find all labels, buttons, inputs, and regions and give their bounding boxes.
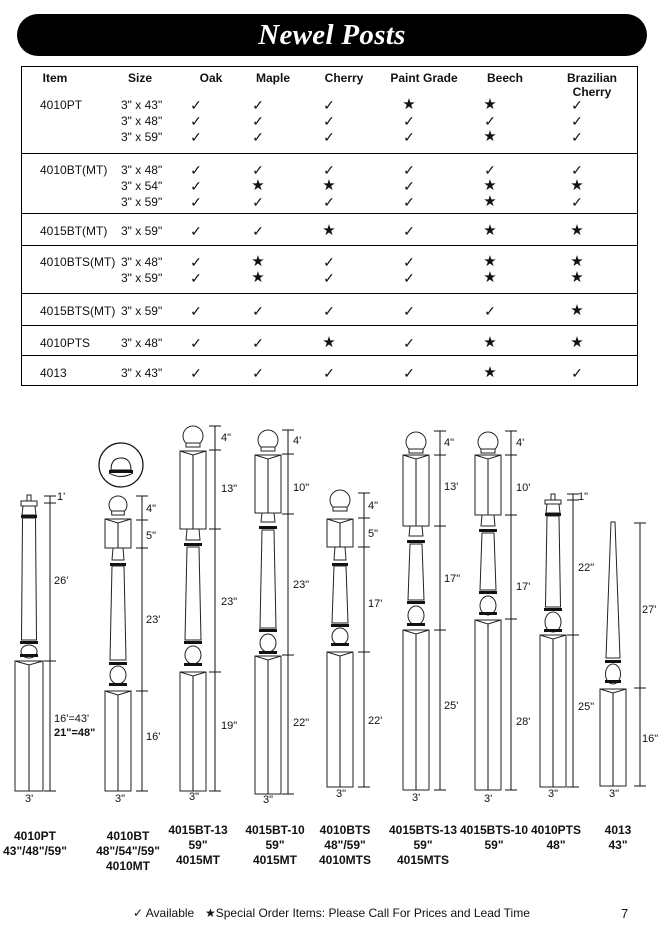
size-cell: 3" x 48" <box>121 336 163 350</box>
table-group <box>22 89 637 153</box>
dim-label: 23" <box>293 579 310 591</box>
finial-collar <box>333 507 347 511</box>
dim-label: 4" <box>444 437 455 449</box>
special-order-icon: ★ <box>483 222 497 239</box>
item-code: 4010BTS(MT) <box>40 255 116 269</box>
post-caption <box>300 823 390 868</box>
dim-label: 25" <box>578 701 595 713</box>
special-order-icon: ★ <box>251 269 265 286</box>
size-cell: 3" x 43" <box>121 366 163 380</box>
dim-label: 4" <box>368 500 379 512</box>
shaft <box>408 544 424 600</box>
col-size: Size <box>127 71 152 85</box>
available-check-icon: ✓ <box>403 129 415 145</box>
table-row <box>22 335 637 351</box>
pin-top <box>551 494 555 500</box>
available-check-icon: ✓ <box>323 162 335 178</box>
table-row <box>22 223 637 239</box>
special-order-icon: ★ <box>570 269 584 286</box>
dim-label: 22" <box>293 717 310 729</box>
caption-line: 43"/48"/59" <box>3 844 67 858</box>
dim-label: 1' <box>57 491 66 503</box>
width-label: 3" <box>189 791 200 803</box>
turning-ring <box>479 529 497 532</box>
size-cell: 3" x 48" <box>121 163 163 177</box>
turning-ring <box>259 629 277 632</box>
dim-label: 17' <box>516 581 531 593</box>
size-cell: 3" x 59" <box>121 195 163 209</box>
item-code: 4010PTS <box>40 336 91 350</box>
turning-ring <box>20 654 38 657</box>
item-code: 4010BT(MT) <box>40 163 108 177</box>
turning-ring <box>331 643 349 646</box>
size-cell: 3" x 59" <box>121 304 163 318</box>
available-check-icon: ✓ <box>403 270 415 286</box>
col-cherry: Cherry <box>324 71 364 85</box>
available-check-icon: ✓ <box>252 335 264 351</box>
table-row <box>22 194 637 210</box>
dim-label: 22' <box>368 715 383 727</box>
shaft <box>260 530 276 628</box>
turning-ring <box>184 663 202 666</box>
table-group <box>22 293 637 325</box>
width-label: 3" <box>115 793 126 805</box>
available-check-icon: ✓ <box>252 129 264 145</box>
available-check-icon: ✓ <box>252 162 264 178</box>
legend-special: ★Special Order Items: Please Call For Prices and Lead Time <box>205 906 530 920</box>
special-order-icon: ★ <box>570 302 584 319</box>
available-check-icon: ✓ <box>403 162 415 178</box>
special-order-icon: ★ <box>251 253 265 270</box>
table-group <box>22 213 637 245</box>
page-title: Newel Posts <box>258 18 406 51</box>
dim-label: 5" <box>146 530 157 542</box>
item-code: 4015BTS(MT) <box>40 304 116 318</box>
special-order-icon: ★ <box>251 177 265 194</box>
available-check-icon: ✓ <box>571 113 583 129</box>
table-row <box>22 365 637 381</box>
size-cell: 3" x 59" <box>121 271 163 285</box>
dim-label: 16" <box>642 733 659 745</box>
shaft <box>332 566 348 623</box>
available-check-icon: ✓ <box>403 194 415 210</box>
table-row <box>22 254 637 270</box>
special-order-icon: ★ <box>483 269 497 286</box>
special-order-icon: ★ <box>570 222 584 239</box>
dim-label: 17" <box>444 573 461 585</box>
turning-ring <box>407 601 425 604</box>
dim-label: 5" <box>368 528 379 540</box>
caption-line: 4013 <box>604 823 632 837</box>
special-order-icon: ★ <box>570 253 584 270</box>
dim-label: 23' <box>146 614 161 626</box>
neck <box>112 548 124 560</box>
turned-vase <box>260 634 276 652</box>
col-oak: Oak <box>199 71 223 85</box>
caption-line: 4015MT <box>175 853 221 867</box>
neck <box>22 506 36 515</box>
table-row <box>22 162 637 178</box>
available-check-icon: ✓ <box>252 223 264 239</box>
size-cell: 3" x 54" <box>121 179 163 193</box>
page-number: 7 <box>621 906 629 921</box>
available-check-icon: ✓ <box>323 194 335 210</box>
shaft <box>22 518 37 640</box>
turning-ring <box>109 683 127 686</box>
col-paint-grade: Paint Grade <box>390 71 458 85</box>
turned-vase <box>185 646 201 664</box>
caption-line: 59" <box>188 838 208 852</box>
dim-label: 4" <box>221 432 232 444</box>
available-check-icon: ✓ <box>484 162 496 178</box>
turning-ring <box>605 660 621 663</box>
turning-ring <box>20 641 38 644</box>
caption-line: 4010MTS <box>318 853 372 867</box>
available-check-icon: ✓ <box>252 113 264 129</box>
dim-label: 27' <box>642 604 657 616</box>
available-check-icon: ✓ <box>190 303 202 319</box>
dim-label: 21"=48" <box>54 727 96 739</box>
dim-label: 1" <box>578 491 589 503</box>
caption-line: 4010BT <box>106 829 150 843</box>
available-check-icon: ✓ <box>190 254 202 270</box>
width-label: 3' <box>25 793 34 805</box>
available-check-icon: ✓ <box>571 97 583 113</box>
special-order-icon: ★ <box>322 222 336 239</box>
finial-collar <box>481 449 495 453</box>
caption-line: 59" <box>484 838 504 852</box>
available-check-icon: ✓ <box>190 162 202 178</box>
caption-line: 4010MT <box>105 859 151 873</box>
turning-ring <box>479 591 497 594</box>
table-group <box>22 355 637 386</box>
caption-line: 48"/59" <box>324 838 366 852</box>
dim-label: 10' <box>516 482 531 494</box>
caption-line: 43" <box>608 838 628 852</box>
mushroom-finial-detail <box>111 458 131 470</box>
special-order-icon: ★ <box>483 253 497 270</box>
dim-label: 17' <box>368 598 383 610</box>
available-check-icon: ✓ <box>403 178 415 194</box>
shaft <box>185 547 201 640</box>
post-caption <box>573 823 662 853</box>
dim-label: 25' <box>444 700 459 712</box>
caption-line: 4015BTS-10 <box>459 823 529 837</box>
available-check-icon: ✓ <box>190 365 202 381</box>
special-order-icon: ★ <box>483 96 497 113</box>
available-check-icon: ✓ <box>323 254 335 270</box>
dim-label: 23" <box>221 596 238 608</box>
turning-ring <box>544 629 562 632</box>
available-check-icon: ✓ <box>403 335 415 351</box>
cap-top <box>21 501 37 506</box>
dim-label: 13' <box>444 481 459 493</box>
caption-line: 48" <box>546 838 566 852</box>
table-row <box>22 97 637 113</box>
turning-ring <box>605 680 621 683</box>
available-check-icon: ✓ <box>252 97 264 113</box>
table-row <box>22 113 637 129</box>
caption-line: 48"/54"/59" <box>96 844 160 858</box>
dim-label: 4' <box>516 437 525 449</box>
turning-ring <box>407 540 425 543</box>
available-check-icon: ✓ <box>190 223 202 239</box>
dim-label: 19" <box>221 720 238 732</box>
shaft <box>480 533 496 590</box>
width-label: 3" <box>609 788 620 800</box>
available-check-icon: ✓ <box>323 270 335 286</box>
col-item: Item <box>42 71 68 85</box>
turning-ring <box>259 526 277 529</box>
finial-collar <box>112 511 125 515</box>
dim-label: 4" <box>146 503 157 515</box>
dim-label: 4' <box>293 435 302 447</box>
table-header <box>22 71 637 99</box>
caption-line: 4015BT-13 <box>168 823 228 837</box>
available-check-icon: ✓ <box>323 129 335 145</box>
caption-line: 4010BTS <box>319 823 371 837</box>
available-check-icon: ✓ <box>403 303 415 319</box>
table-row <box>22 303 637 319</box>
pin-top <box>27 495 31 501</box>
table-row <box>22 270 637 286</box>
available-check-icon: ✓ <box>571 365 583 381</box>
available-check-icon: ✓ <box>403 113 415 129</box>
dim-label: 16'=43' <box>54 713 90 725</box>
available-check-icon: ✓ <box>252 365 264 381</box>
caption-line: 4010PTS <box>530 823 582 837</box>
turning-ring <box>544 608 562 611</box>
title-banner <box>17 14 647 56</box>
caption-line: 4015MTS <box>396 853 450 867</box>
dim-label: 10" <box>293 482 310 494</box>
caption-line: 59" <box>413 838 433 852</box>
neck <box>481 515 495 526</box>
special-order-icon: ★ <box>483 128 497 145</box>
available-check-icon: ✓ <box>484 113 496 129</box>
available-check-icon: ✓ <box>190 270 202 286</box>
width-label: 3' <box>412 792 421 804</box>
special-order-icon: ★ <box>483 193 497 210</box>
turning-ring <box>479 612 497 615</box>
available-check-icon: ✓ <box>190 97 202 113</box>
cap-top <box>545 500 561 504</box>
width-label: 3" <box>263 794 274 806</box>
available-check-icon: ✓ <box>190 335 202 351</box>
availability-table <box>21 66 638 386</box>
available-check-icon: ✓ <box>403 365 415 381</box>
available-check-icon: ✓ <box>484 303 496 319</box>
shaft <box>110 566 126 660</box>
width-label: 3' <box>484 793 493 805</box>
available-check-icon: ✓ <box>190 178 202 194</box>
available-check-icon: ✓ <box>571 129 583 145</box>
item-code: 4013 <box>40 366 67 380</box>
caption-line: 4010PT <box>13 829 57 843</box>
table-group <box>22 153 637 213</box>
tapered-spire <box>606 522 620 658</box>
finial-collar <box>186 443 200 447</box>
turned-vase <box>408 606 424 625</box>
finial-collar <box>261 447 275 451</box>
available-check-icon: ✓ <box>190 129 202 145</box>
shaft <box>546 516 561 607</box>
available-check-icon: ✓ <box>252 194 264 210</box>
dim-label: 22" <box>578 562 595 574</box>
post-drawings <box>0 400 662 820</box>
available-check-icon: ✓ <box>252 303 264 319</box>
special-order-icon: ★ <box>570 177 584 194</box>
size-cell: 3" x 59" <box>121 130 163 144</box>
available-check-icon: ✓ <box>323 303 335 319</box>
table-group <box>22 325 637 355</box>
table-row <box>22 129 637 145</box>
dim-label: 28' <box>516 716 531 728</box>
item-code: 4010PT <box>40 98 83 112</box>
special-order-icon: ★ <box>483 364 497 381</box>
turning-ring <box>109 662 127 665</box>
post-caption <box>0 829 80 859</box>
available-check-icon: ✓ <box>190 113 202 129</box>
legend-available: ✓ Available <box>133 906 195 920</box>
dim-label: 16' <box>146 731 161 743</box>
item-code: 4015BT(MT) <box>40 224 108 238</box>
turned-vase <box>332 628 348 645</box>
available-check-icon: ✓ <box>571 162 583 178</box>
turning-ring <box>184 543 202 546</box>
turning-ring <box>184 641 202 644</box>
special-order-icon: ★ <box>402 96 416 113</box>
size-cell: 3" x 59" <box>121 224 163 238</box>
neck <box>334 547 346 560</box>
special-order-icon: ★ <box>322 334 336 351</box>
dim-label: 26' <box>54 575 69 587</box>
neck <box>261 513 275 522</box>
caption-line: 59" <box>265 838 285 852</box>
col-beech: Beech <box>486 71 524 85</box>
col-maple: Maple <box>255 71 290 85</box>
table-row <box>22 178 637 194</box>
turned-vase <box>110 666 126 684</box>
width-label: 3" <box>548 788 559 800</box>
special-order-icon: ★ <box>483 177 497 194</box>
size-cell: 3" x 43" <box>121 98 163 112</box>
table-group <box>22 245 637 293</box>
special-order-icon: ★ <box>322 177 336 194</box>
size-cell: 3" x 48" <box>121 255 163 269</box>
special-order-icon: ★ <box>483 334 497 351</box>
finial-detail-ring <box>109 470 133 473</box>
caption-line: 4015BTS-13 <box>388 823 458 837</box>
special-order-icon: ★ <box>570 334 584 351</box>
available-check-icon: ✓ <box>571 194 583 210</box>
turning-ring <box>259 651 277 654</box>
available-check-icon: ✓ <box>323 113 335 129</box>
neck <box>546 504 560 513</box>
available-check-icon: ✓ <box>323 365 335 381</box>
neck <box>409 526 423 536</box>
width-label: 3" <box>336 788 347 800</box>
available-check-icon: ✓ <box>323 97 335 113</box>
neck <box>186 529 200 540</box>
available-check-icon: ✓ <box>190 194 202 210</box>
finial-collar <box>409 449 423 453</box>
caption-line: 4015MT <box>252 853 298 867</box>
caption-line: 4015BT-10 <box>245 823 305 837</box>
available-check-icon: ✓ <box>403 254 415 270</box>
size-cell: 3" x 48" <box>121 114 163 128</box>
dim-label: 13" <box>221 483 238 495</box>
col-brazilian-cherry: Brazilian Cherry <box>566 71 617 99</box>
available-check-icon: ✓ <box>403 223 415 239</box>
turning-ring <box>331 624 349 627</box>
turning-ring <box>407 623 425 626</box>
